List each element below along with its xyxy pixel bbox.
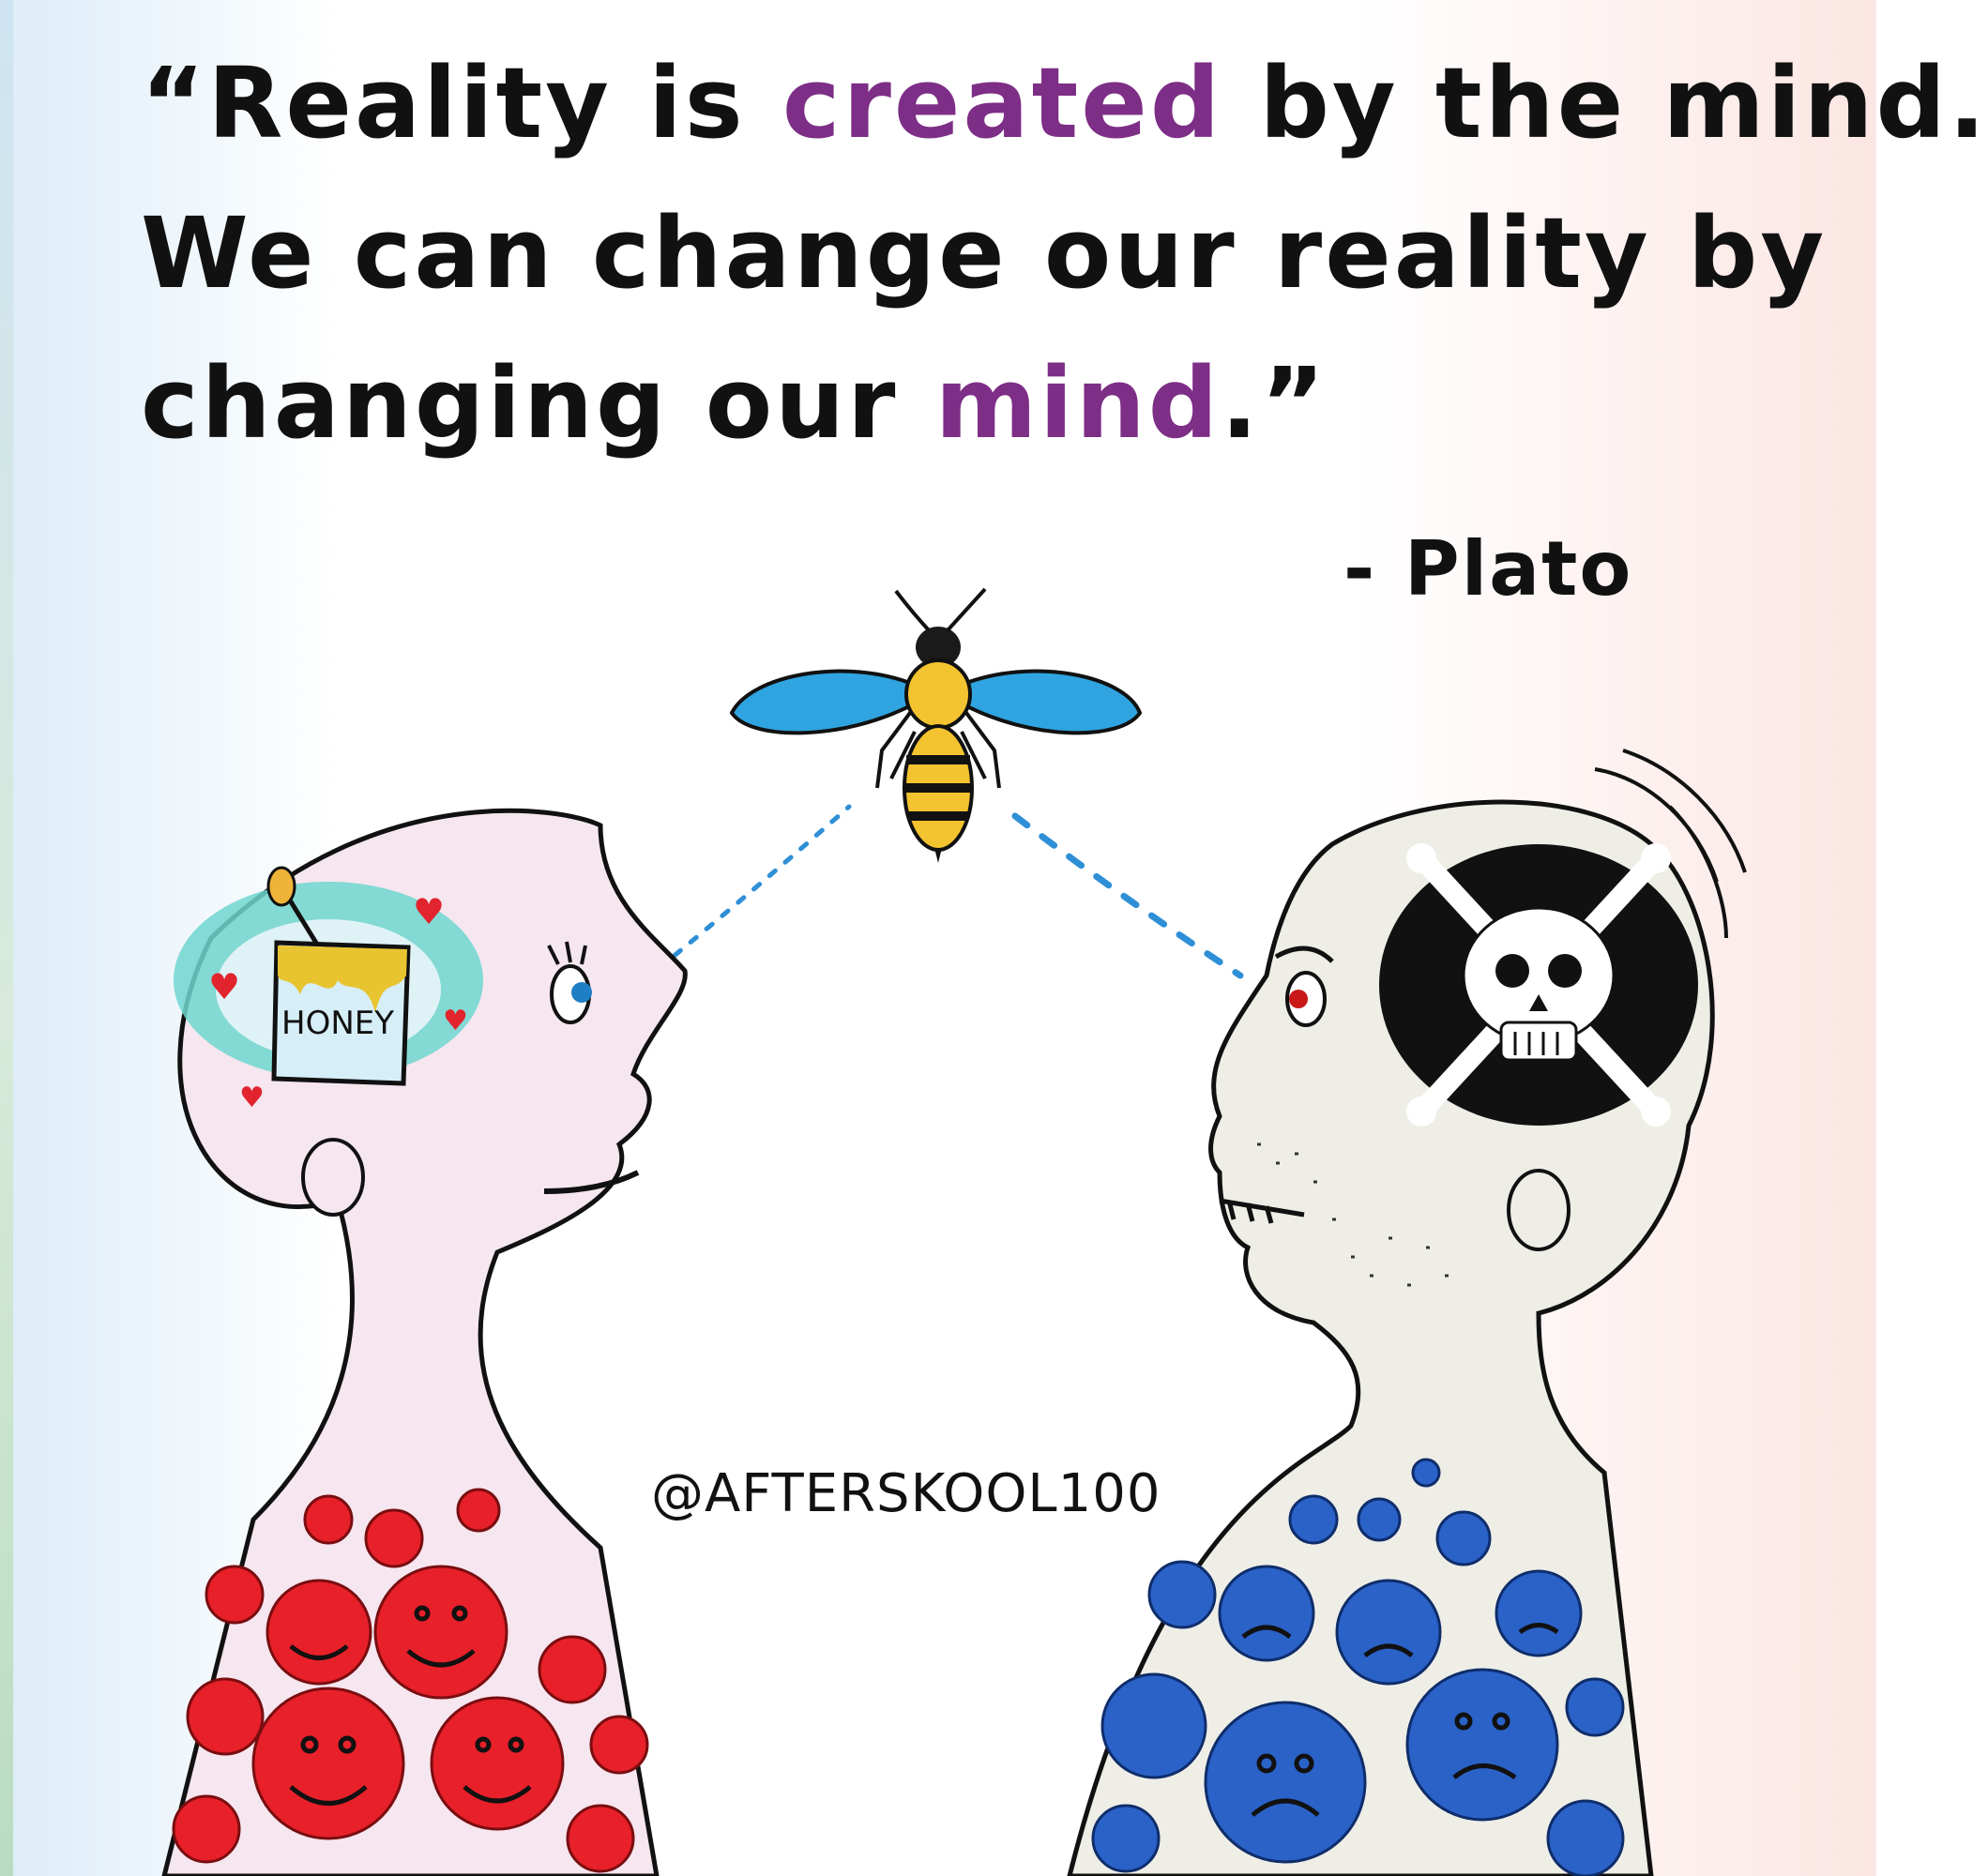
skull-eye — [1495, 954, 1529, 988]
woman-iris — [571, 982, 592, 1003]
sad-bubble — [1093, 1806, 1159, 1871]
sad-bubble — [1567, 1679, 1623, 1735]
bone-knob — [1641, 1097, 1671, 1127]
heart-icon: ♥ — [208, 966, 241, 1007]
honey-label: HONEY — [281, 1005, 395, 1042]
happy-bubble — [458, 1490, 499, 1531]
sad-bubble — [1206, 1702, 1365, 1862]
bee-thorax — [906, 660, 970, 728]
bone-knob — [1406, 1097, 1436, 1127]
sad-bubble — [1337, 1581, 1440, 1684]
woman-figure — [164, 810, 685, 1876]
happy-bubble — [174, 1796, 239, 1862]
sad-bubble — [1290, 1496, 1337, 1543]
quote-line-3: changing our mind.” — [141, 346, 1328, 461]
happy-bubble — [188, 1679, 263, 1754]
sight-line-right — [1015, 816, 1240, 976]
sad-bubble — [1358, 1499, 1400, 1540]
happy-bubble — [539, 1637, 605, 1702]
happy-bubble — [305, 1496, 352, 1543]
happy-bubble — [568, 1806, 633, 1871]
man-ear — [1509, 1171, 1569, 1249]
happy-bubble — [432, 1698, 563, 1829]
happy-bubble — [366, 1510, 422, 1566]
quote-line-1: “Reality is created by the mind. — [141, 46, 1988, 160]
happy-bubble — [375, 1566, 507, 1698]
happy-bubble — [591, 1717, 647, 1773]
heart-icon: ♥ — [443, 1005, 468, 1037]
heart-icon: ♥ — [413, 891, 446, 932]
sad-bubble — [1407, 1670, 1557, 1820]
bee-wing-left — [732, 672, 915, 734]
bone-knob — [1641, 843, 1671, 873]
happy-bubble — [253, 1688, 403, 1838]
quote-line-2: We can change our reality by — [141, 196, 1828, 310]
sad-bubble — [1149, 1562, 1215, 1627]
honey-dipper-head — [268, 868, 295, 905]
sad-bubble — [1413, 1460, 1439, 1486]
sad-bubble — [1220, 1566, 1313, 1660]
heart-icon: ♥ — [239, 1082, 265, 1114]
highlight-mind: mind — [934, 346, 1222, 461]
bee-wing-right — [962, 672, 1140, 734]
happy-bubble — [206, 1566, 263, 1623]
sad-bubble — [1437, 1512, 1490, 1565]
highlight-created: created — [782, 46, 1223, 160]
woman-ear — [303, 1140, 363, 1215]
sad-bubble — [1548, 1801, 1623, 1876]
man-iris — [1289, 990, 1308, 1008]
artist-credit: @AFTERSKOOL100 — [651, 1463, 1161, 1524]
bone-knob — [1406, 843, 1436, 873]
quote-author: - Plato — [1343, 525, 1633, 613]
bee-stinger — [934, 848, 942, 863]
happy-bubble — [267, 1581, 371, 1684]
man-figure — [1070, 750, 1745, 1876]
skull-eye — [1548, 954, 1582, 988]
bee-illustration — [732, 589, 1140, 863]
sad-bubble — [1102, 1674, 1206, 1778]
bee-antennae — [896, 589, 985, 630]
sad-bubble — [1496, 1571, 1581, 1656]
skull-jaw — [1501, 1022, 1576, 1060]
